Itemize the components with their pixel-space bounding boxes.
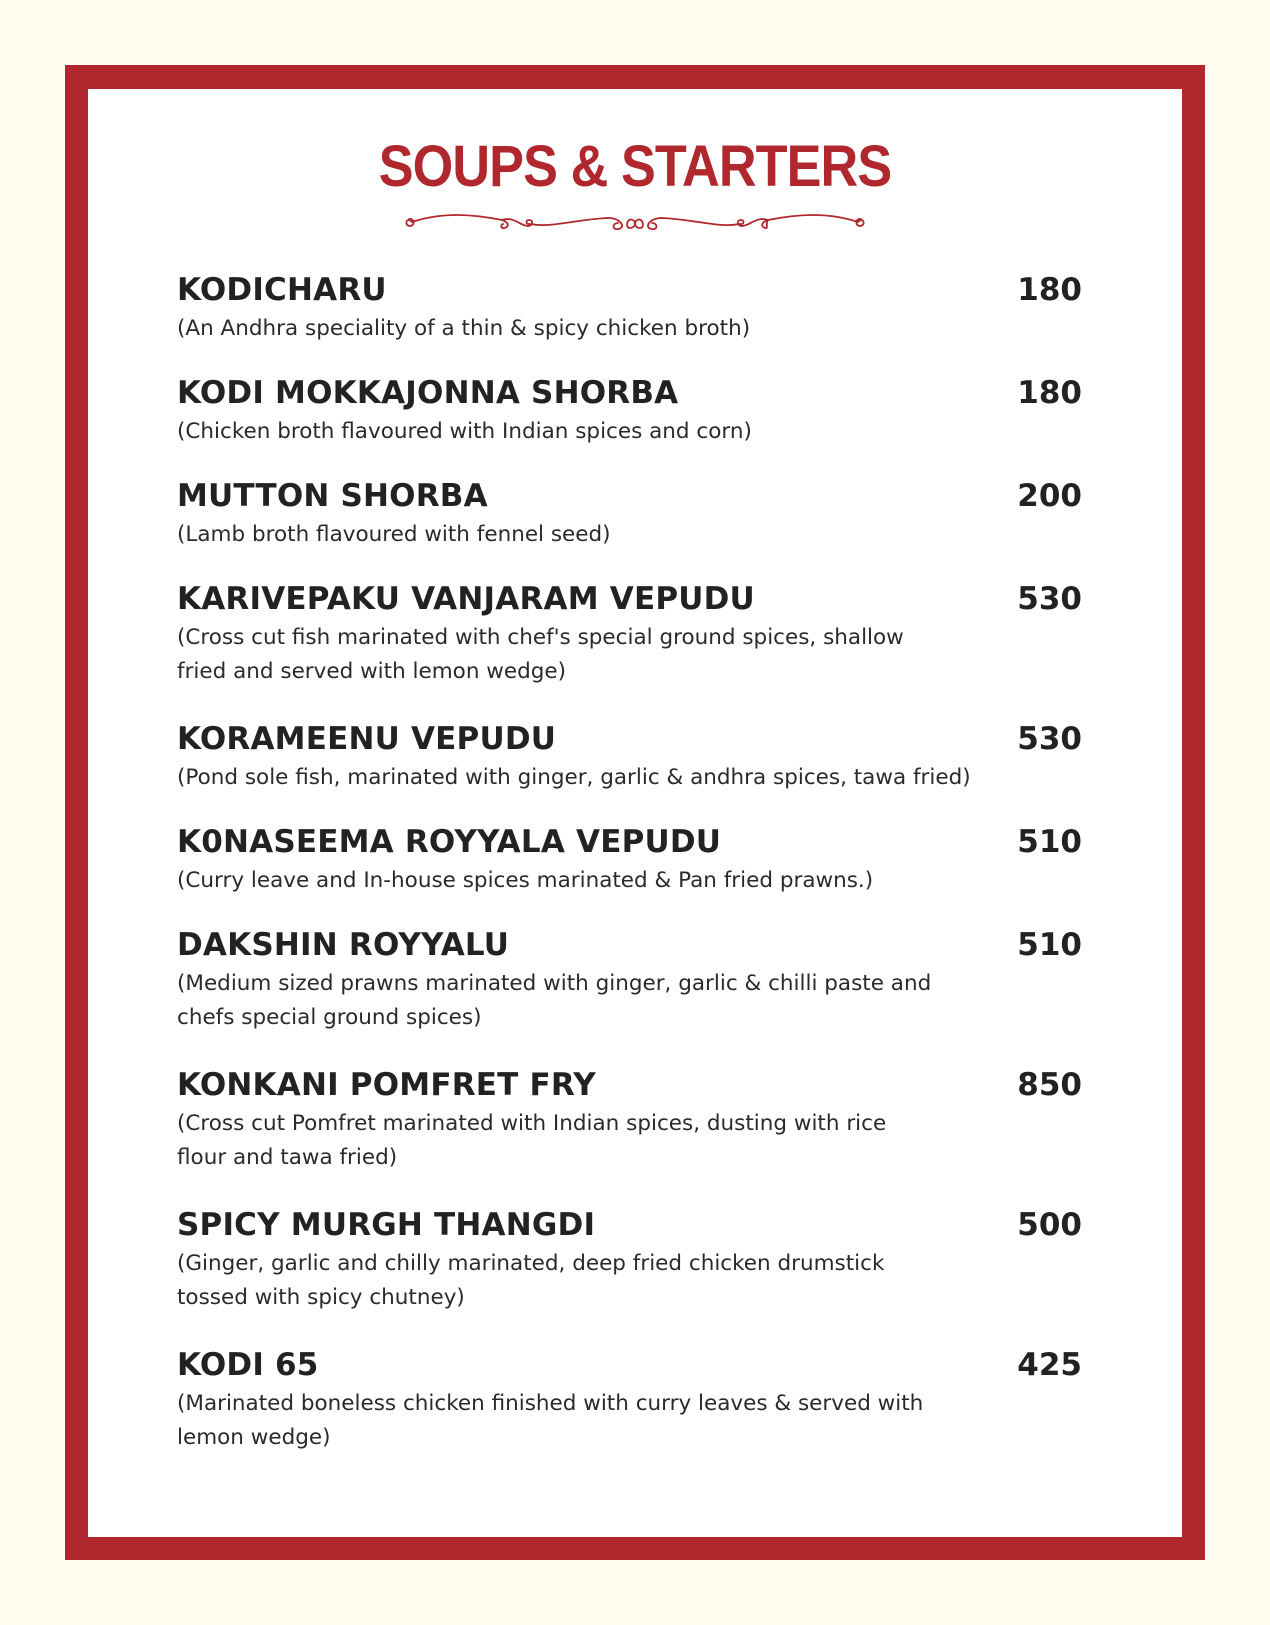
menu-item-name: KODICHARU: [177, 272, 387, 308]
menu-item-price: 180: [1017, 272, 1082, 308]
menu-item-name: KODI MOKKAJONNA SHORBA: [177, 375, 679, 411]
menu-item: [177, 820, 1082, 923]
menu-item: [177, 1343, 1082, 1483]
menu-item-price: 500: [1017, 1207, 1082, 1243]
menu-title: SOUPS & STARTERS: [378, 134, 892, 199]
menu-item-name: K0NASEEMA ROYYALA VEPUDU: [177, 824, 722, 860]
menu-item: [177, 577, 1082, 717]
menu-item-description: (Cross cut fish marinated with chef's special ground spices, shallow fried and served with lemon wedge): [177, 625, 904, 684]
menu-item-description: (Pond sole fish, marinated with ginger, garlic & andhra spices, tawa fried): [177, 765, 971, 790]
menu-item-name: KODI 65: [177, 1347, 319, 1383]
menu-item: [177, 474, 1082, 577]
menu-item: [177, 717, 1082, 820]
menu-item-description: (Curry leave and In-house spices marinated & Pan fried prawns.): [177, 868, 874, 893]
menu-item-name: DAKSHIN ROYYALU: [177, 927, 510, 963]
menu-item-description: (Chicken broth flavoured with Indian spices and corn): [177, 419, 752, 444]
menu-item-description: (An Andhra speciality of a thin & spicy chicken broth): [177, 316, 751, 341]
menu-item-name: KORAMEENU VEPUDU: [177, 721, 557, 757]
menu-item-price: 510: [1017, 927, 1082, 963]
menu-item-description: (Ginger, garlic and chilly marinated, deep fried chicken drumstick tossed with spicy chutney): [177, 1251, 885, 1310]
menu-item-price: 850: [1017, 1067, 1082, 1103]
menu-item-price: 200: [1017, 478, 1082, 514]
menu-item-name: MUTTON SHORBA: [177, 478, 488, 514]
menu-item: [177, 923, 1082, 1063]
menu-item: [177, 371, 1082, 474]
menu-item-description: (Medium sized prawns marinated with ginger, garlic & chilli paste and chefs special ground spices): [177, 971, 932, 1030]
menu-item-description: (Cross cut Pomfret marinated with Indian spices, dusting with rice flour and tawa fried): [177, 1111, 887, 1170]
menu-item-price: 425: [1017, 1347, 1082, 1383]
menu-item-description: (Marinated boneless chicken finished with curry leaves & served with lemon wedge): [177, 1391, 924, 1450]
menu-items-list: [177, 268, 1082, 1483]
menu-item: [177, 1063, 1082, 1203]
menu-item-price: 530: [1017, 721, 1082, 757]
menu-item-name: KARIVEPAKU VANJARAM VEPUDU: [177, 581, 755, 617]
menu-item-name: SPICY MURGH THANGDI: [177, 1207, 596, 1243]
menu-item-name: KONKANI POMFRET FRY: [177, 1067, 596, 1103]
decorative-flourish-icon: [402, 208, 868, 236]
menu-item-price: 510: [1017, 824, 1082, 860]
menu-item-description: (Lamb broth flavoured with fennel seed): [177, 522, 611, 547]
menu-item: [177, 268, 1082, 371]
menu-item-price: 530: [1017, 581, 1082, 617]
menu-item: [177, 1203, 1082, 1343]
menu-item-price: 180: [1017, 375, 1082, 411]
